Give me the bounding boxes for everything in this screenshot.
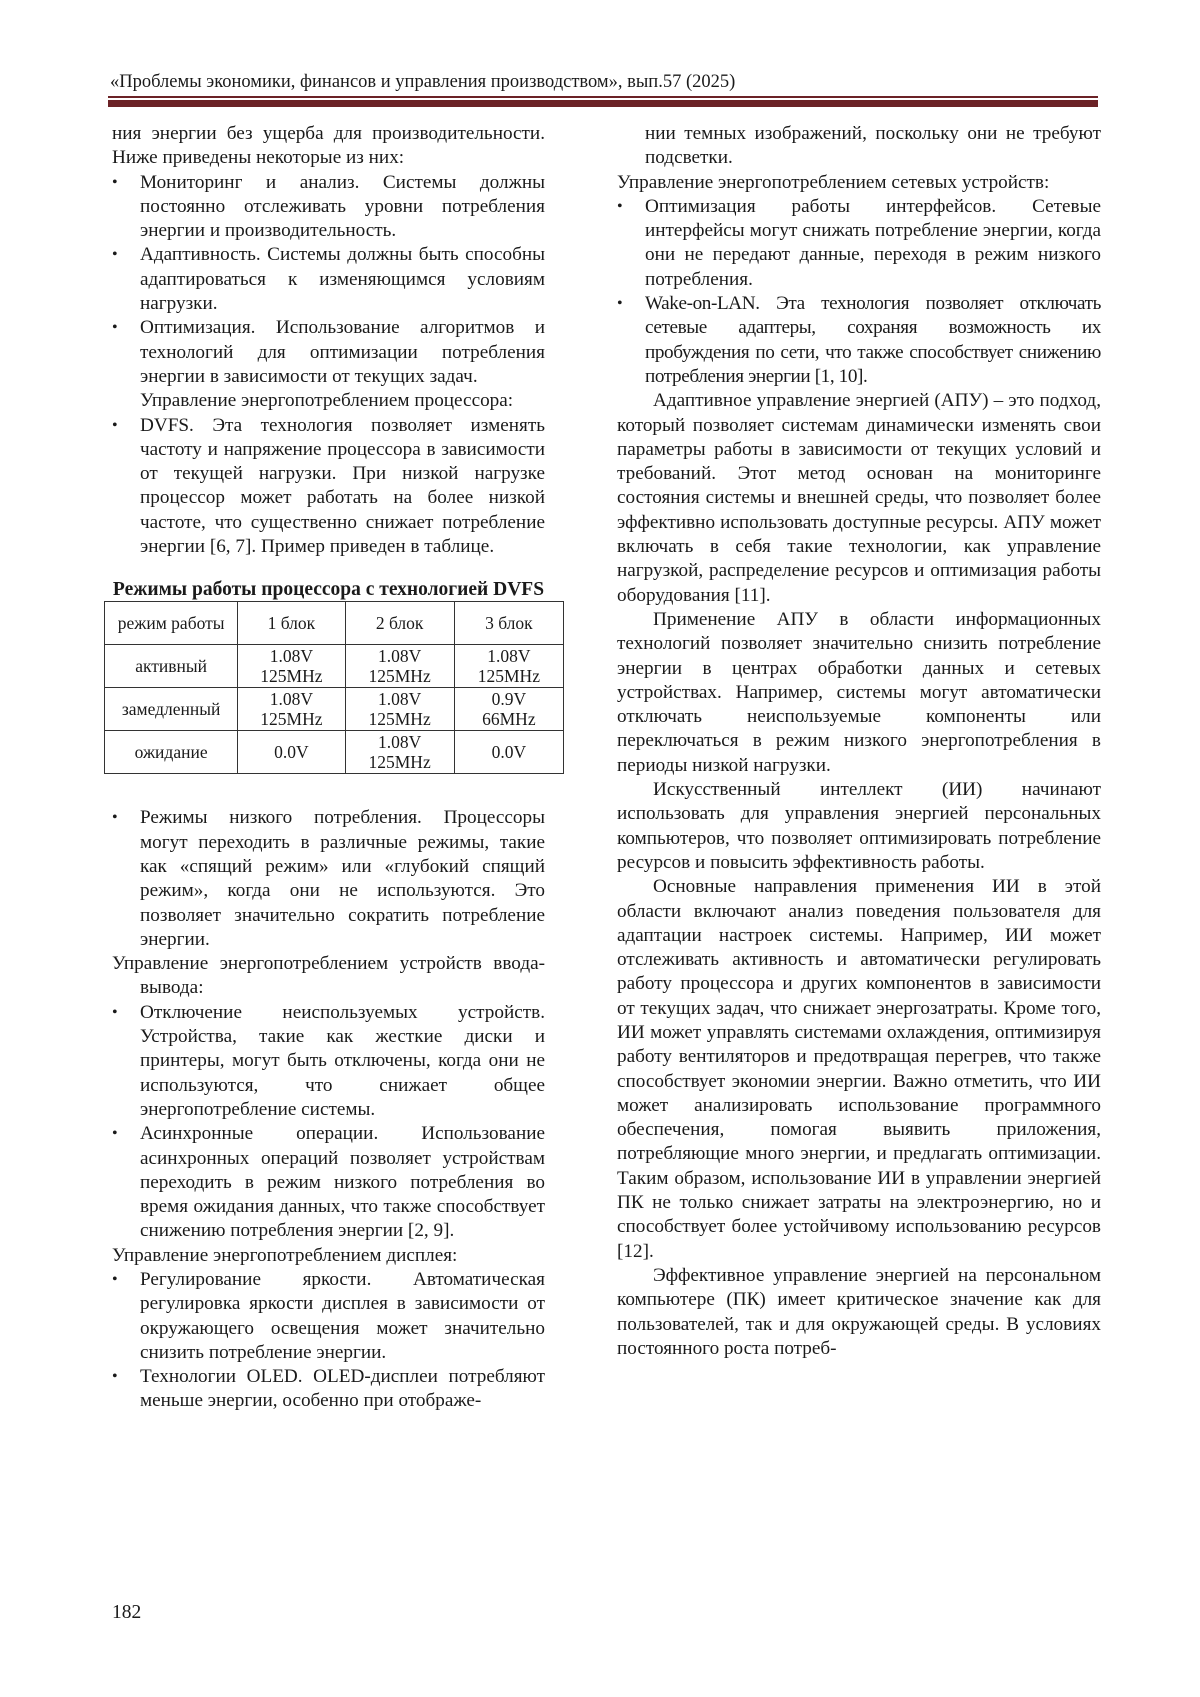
bullet-icon: • [112, 416, 118, 434]
table-cell: 1.08V 125MHz [238, 645, 345, 688]
list-item: • Режимы низкого потребления. Процессоры могут переходить в различные режимы, такие как «спящий режим» или «глубокий спящий режим», когда они не используются. Это позволяет значительно сократить потребление энергии. [112, 807, 545, 950]
list-item: • Отключение неиспользуемых устройств. Устройства, такие как жесткие диски и принтеры, могут быть отключены, когда они не используются, что снижает общее энергопотребление системы. [112, 1001, 545, 1120]
list-item: • Wake-on-LAN. Эта технология позволяет отключать сетевые адаптеры, сохраняя возможность их пробуждения по сети, что также способствует снижению потребления энергии [1, 10]. [617, 293, 1101, 387]
header-rule-thick [108, 100, 1098, 107]
table-cell: 1.08V 125MHz [454, 645, 563, 688]
table-cell: 0.0V [454, 731, 563, 774]
paragraph: Применение АПУ в области информационных технологий позволяет значительно снизить потребление энергии в центрах обработки данных и сетевых устройствах. Например, системы могут автоматически отключать неиспользуемые компоненты или переключаться в режим низкого энергопотребления в периоды низкой нагрузки. [617, 608, 1101, 776]
list-item: • DVFS. Эта технология позволяет изменять частоту и напряжение процессора в зависимости от текущей нагрузки. При низкой нагрузке процессор может работать на более низкой частоте, что существенно снижает потребление энергии [6, 7]. Пример приведен в таблице. [112, 414, 545, 558]
table-header-cell: 2 блок [345, 602, 454, 645]
table-row [105, 645, 564, 688]
table-row [105, 688, 564, 731]
bullet-icon: • [112, 246, 118, 264]
table-cell: 1.08V 125MHz [238, 688, 345, 731]
list-item: • Мониторинг и анализ. Системы должны постоянно отслеживать уровни потребления энергии и производительность. [112, 171, 545, 242]
table-row [105, 731, 564, 774]
table-header-cell: 3 блок [454, 602, 563, 645]
bullet-icon: • [112, 1125, 118, 1143]
cpu-heading: Управление энергопотреблением процессора: [140, 390, 514, 412]
paragraph: Основные направления применения ИИ в этой области включают анализ поведения пользователя для адаптации настроек системы. Например, ИИ может отслеживать активность и автоматически регулировать работу процессора и других компонентов в зависимости от текущих задач, что снижает энергозатраты. Кроме того, ИИ может управлять системами охлаждения, оптимизируя работу вентиляторов и предотвращая перегрев, что также способствует экономии энергии. Важно отметить, что ИИ может анализировать использование программного обеспечения, помогая выявить приложения, потребляющие много энергии, и предлагать оптимизации. Таким образом, использование ИИ в управлении энергией ПК не только снижает затраты на электроэнергию, но и способствует более устойчивому использованию ресурсов [12]. [617, 876, 1101, 1262]
bullet-icon: • [112, 319, 118, 337]
list-item: • Адаптивность. Системы должны быть способны адаптироваться к изменяющимся условиям нагрузки. [112, 244, 545, 315]
intro-paragraph: ния энергии без ущерба для производительности. Ниже приведены некоторые из них: [112, 123, 545, 169]
io-heading: Управление энергопотреблением устройств ввода-вывода: [112, 953, 545, 999]
continuation-text: нии темных изображений, поскольку они не требуют подсветки. [645, 123, 1101, 169]
bullet-icon: • [112, 809, 118, 827]
table-cell: 1.08V 125MHz [345, 731, 454, 774]
table-header-row [105, 602, 564, 645]
bullet-icon: • [617, 295, 623, 313]
bullet-icon: • [112, 173, 118, 191]
paragraph: Искусственный интеллект (ИИ) начинают использовать для управления энергией персональных компьютеров, что позволяет оптимизировать потребление ресурсов и повысить эффективность работы. [617, 779, 1101, 873]
paragraph: Адаптивное управление энергией (АПУ) – это подход, который позволяет системам динамически изменять свои параметры работы в зависимости от текущих условий и требований. Этот метод основан на мониторинге состояния системы и внешней среды, что позволяет более эффективно использовать доступные ресурсы. АПУ может включать в себя такие технологии, как управление нагрузкой, распределение ресурсов и оптимизация работы оборудования [11]. [617, 390, 1101, 606]
table-header-cell: режим работы [105, 602, 238, 645]
bullet-icon: • [112, 1270, 118, 1288]
table-cell: 0.9V 66MHz [454, 688, 563, 731]
display-heading: Управление энергопотреблением дисплея: [112, 1244, 458, 1266]
bullet-icon: • [112, 1368, 118, 1386]
table-cell-mode: замедленный [105, 688, 238, 731]
list-item: • Оптимизация. Использование алгоритмов и технологий для оптимизации потребления энергии в зависимости от текущих задач. [112, 317, 545, 387]
list-item: • Асинхронные операции. Использование асинхронных операций позволяет устройствам переходить в режим низкого потребления во время ожидания данных, что также способствует снижению потребления энергии [2, 9]. [112, 1123, 545, 1242]
paragraph: Эффективное управление энергией на персональном компьютере (ПК) имеет критическое значение как для пользователей, так и для окружающей среды. В условиях постоянного роста потреб- [617, 1264, 1101, 1359]
header-rule-thin [108, 96, 1098, 98]
journal-title: «Проблемы экономики, финансов и управления производством», вып.57 (2025) [110, 72, 736, 92]
table-cell-mode: активный [105, 645, 238, 688]
bullet-icon: • [617, 197, 623, 215]
table-cell: 0.0V [238, 731, 345, 774]
page-number: 182 [112, 1602, 142, 1623]
bullet-icon: • [112, 1003, 118, 1021]
table-cell-mode: ожидание [105, 731, 238, 774]
network-heading: Управление энергопотреблением сетевых устройств: [617, 171, 1050, 193]
dvfs-table [104, 601, 564, 774]
table-cell: 1.08V 125MHz [345, 688, 454, 731]
running-header [108, 70, 1108, 94]
list-item: • Регулирование яркости. Автоматическая регулировка яркости дисплея в зависимости от окружающего освещения может значительно снизить потребление энергии. [112, 1268, 545, 1363]
right-column [617, 122, 1101, 1361]
table-cell: 1.08V 125MHz [345, 645, 454, 688]
table-header-cell: 1 блок [238, 602, 345, 645]
list-item: • Технологии OLED. OLED-дисплеи потребляют меньше энергии, особенно при отображе- [112, 1366, 545, 1412]
table-title: Режимы работы процессора с технологией DVFS [112, 579, 545, 601]
left-column [112, 122, 545, 1414]
list-item: • Оптимизация работы интерфейсов. Сетевые интерфейсы могут снижать потребление энергии, когда они не передают данные, переходя в режим низкого потребления. [617, 195, 1101, 290]
